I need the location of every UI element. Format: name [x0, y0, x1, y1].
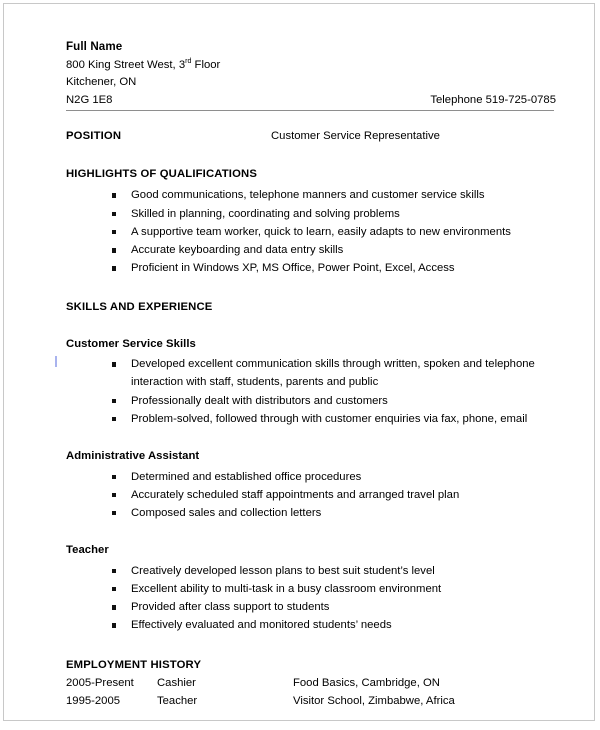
list-item-text: Excellent ability to multi-task in a busy classroom environment: [131, 582, 442, 595]
position-value: Customer Service Representative: [271, 129, 440, 142]
list-item-text: Problem-solved, followed through with customer enquiries via fax, phone, email: [131, 413, 528, 425]
employment-title: Cashier: [157, 676, 196, 689]
list-item-text: Provided after class support to students: [131, 601, 330, 614]
group-title-teacher: Teacher: [66, 544, 109, 557]
employment-dates: 1995-2005: [66, 694, 121, 707]
highlights-heading: HIGHLIGHTS OF QUALIFICATIONS: [66, 168, 258, 181]
list-item-text: Good communications, telephone manners and customer service skills: [131, 189, 485, 202]
list-item-text: Developed excellent communication skills through written, spoken and telephone interaction with staff, students, parents and public: [131, 358, 535, 389]
bullet-square-icon: [112, 587, 116, 591]
list-item: [66, 486, 556, 504]
customer-service-list: [66, 355, 556, 428]
header-divider: [66, 110, 554, 111]
list-item: [66, 598, 556, 616]
list-item-text: Effectively evaluated and monitored students’ needs: [131, 619, 392, 632]
applicant-name: Full Name: [66, 40, 123, 53]
list-item-text: Composed sales and collection letters: [131, 507, 322, 520]
employment-title: Teacher: [157, 694, 198, 707]
employment-dates: 2005-Present: [66, 676, 134, 689]
bullet-square-icon: [112, 212, 116, 216]
list-item-text: Professionally dealt with distributors and customers: [131, 394, 388, 407]
bullet-square-icon: [112, 193, 116, 197]
postal-code: N2G 1E8: [66, 93, 113, 106]
list-item: [66, 259, 556, 277]
bullet-square-icon: [112, 511, 116, 515]
bullet-square-icon: [112, 493, 116, 497]
list-item: [66, 468, 556, 486]
list-item: [66, 205, 556, 223]
resume-page: [3, 3, 595, 721]
position-label: POSITION: [66, 129, 122, 142]
table-row: [66, 674, 556, 692]
group-title-customer-service: Customer Service Skills: [66, 337, 196, 350]
list-item: [66, 392, 556, 410]
contact-row: [66, 92, 556, 109]
list-item-text: A supportive team worker, quick to learn, easily adapts to new environments: [131, 225, 511, 238]
employment-history-heading: EMPLOYMENT HISTORY: [66, 658, 202, 671]
revision-mark-icon: [55, 356, 57, 367]
table-row: [66, 692, 556, 710]
address-street: 800 King Street West, 3: [66, 59, 186, 72]
employment-employer: Visitor School, Zimbabwe, Africa: [293, 694, 455, 707]
address-line-2: Kitchener, ON: [66, 76, 137, 89]
telephone: Telephone 519-725-0785: [430, 93, 556, 106]
list-item-text: Accurately scheduled staff appointments and arranged travel plan: [131, 488, 460, 501]
bullet-square-icon: [112, 230, 116, 234]
list-item-text: Proficient in Windows XP, MS Office, Power Point, Excel, Access: [131, 262, 455, 275]
list-item: [66, 410, 556, 428]
list-item: [66, 562, 556, 580]
list-item: [66, 504, 556, 522]
position-row: [66, 128, 556, 145]
list-item: [66, 355, 556, 392]
address-ordinal-suffix: rd: [185, 57, 192, 66]
list-item-text: Skilled in planning, coordinating and solving problems: [131, 207, 400, 220]
list-item-text: Determined and established office procedures: [131, 470, 362, 483]
bullet-square-icon: [112, 399, 116, 403]
bullet-square-icon: [112, 475, 116, 479]
bullet-square-icon: [112, 248, 116, 252]
list-item: [66, 580, 556, 598]
employment-employer: Food Basics, Cambridge, ON: [293, 676, 440, 689]
resume-body: [66, 38, 556, 710]
group-title-administrative-assistant: Administrative Assistant: [66, 450, 200, 463]
bullet-square-icon: [112, 605, 116, 609]
list-item: [66, 616, 556, 634]
teacher-list: [66, 562, 556, 635]
list-item: [66, 223, 556, 241]
bullet-square-icon: [112, 569, 116, 573]
list-item: [66, 241, 556, 259]
skills-experience-heading: SKILLS AND EXPERIENCE: [66, 300, 213, 313]
highlights-list: [66, 186, 556, 277]
bullet-square-icon: [112, 362, 116, 366]
address-line-1: [66, 57, 556, 74]
list-item-text: Accurate keyboarding and data entry skills: [131, 244, 344, 257]
bullet-square-icon: [112, 266, 116, 270]
bullet-square-icon: [112, 623, 116, 627]
bullet-square-icon: [112, 417, 116, 421]
administrative-assistant-list: [66, 468, 556, 523]
list-item: [66, 186, 556, 204]
list-item-text: Creatively developed lesson plans to best suit student’s level: [131, 564, 435, 577]
address-floor: Floor: [191, 59, 221, 72]
